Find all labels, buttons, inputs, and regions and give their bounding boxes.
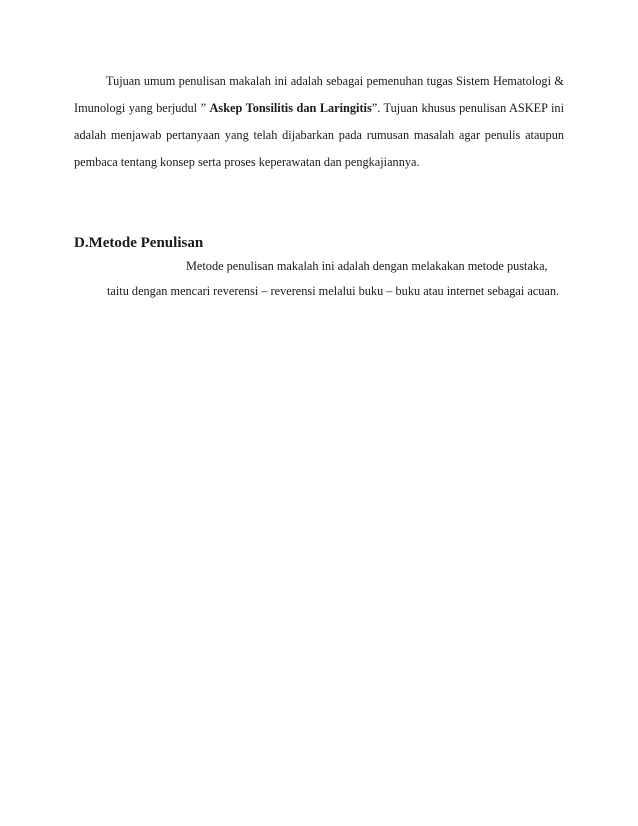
section-heading: D.Metode Penulisan [74, 235, 204, 251]
intro-text-after: ”. Tujuan khusus penulisan ASKEP ini adalah menjawab pertanyaan yang telah dijabarkan pada rumusan masalah agar penulis ataupun pembaca tentang konsep serta proses keperawatan dan pengkajiannya. [74, 101, 565, 169]
intro-paragraph [74, 68, 564, 176]
intro-text-before: Tujuan umum penulisan makalah ini adalah sebagai pemenuhan tugas Sistem Hematologi & Imunologi yang berjudul ” [74, 74, 564, 115]
method-paragraph [107, 254, 567, 304]
method-line-1: Metode penulisan makalah ini adalah dengan melakakan metode pustaka, [186, 259, 548, 273]
method-line-rest: taitu dengan mencari reverensi – reverensi melalui buku – buku atau internet sebagai acuan. [107, 284, 560, 298]
intro-bold-title: Askep Tonsilitis dan Laringitis [209, 101, 372, 115]
